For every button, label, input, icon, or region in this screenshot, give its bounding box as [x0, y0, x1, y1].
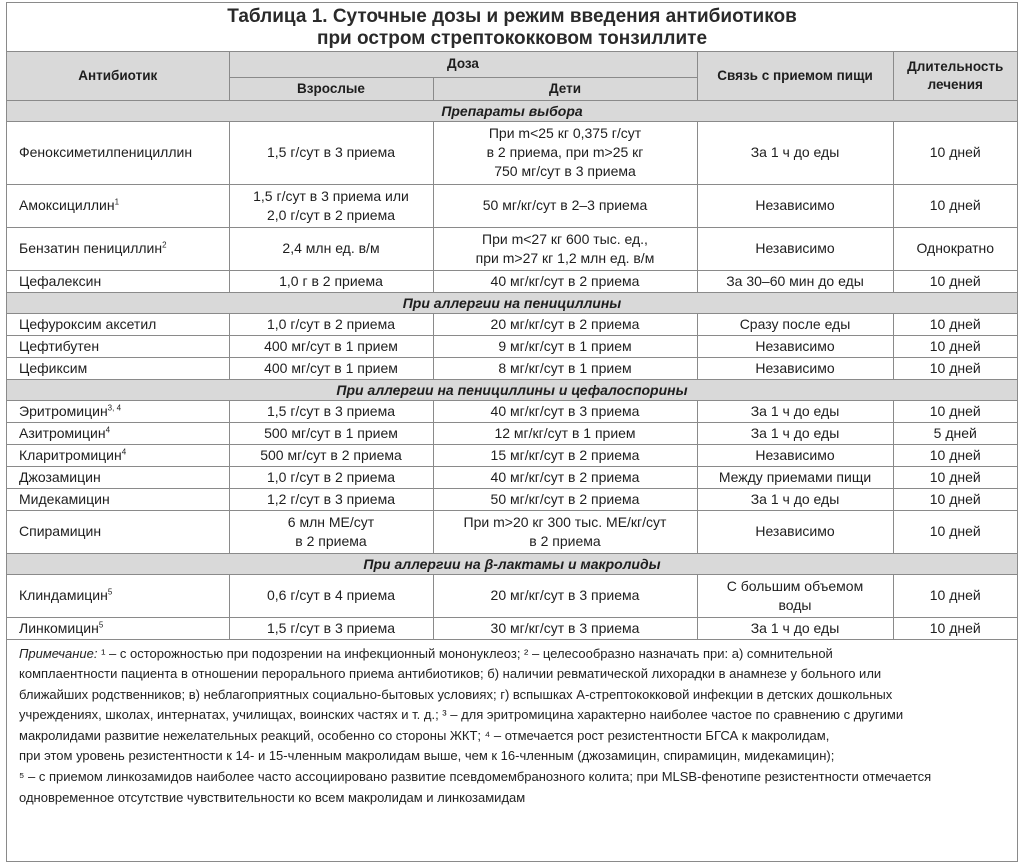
- duration-cell: 10 дней: [893, 510, 1017, 553]
- child-dose-cell: [433, 444, 697, 466]
- drug-name-cell: [7, 270, 229, 292]
- adult-dose-line: в 2 приема: [295, 532, 367, 549]
- adult-dose-cell: [229, 422, 433, 444]
- footnote-text: ¹ – с осторожностью при подозрении на инфекционный мононуклеоз; ² – целесообразно назначать при: а) сомнительной: [97, 645, 833, 661]
- adult-dose-cell: [229, 574, 433, 617]
- food-relation-line: Независимо: [755, 197, 835, 213]
- adult-dose-cell: [229, 313, 433, 335]
- drug-name: Цефалексин: [19, 272, 102, 289]
- food-relation-cell: [697, 510, 893, 553]
- header-dose: Доза: [229, 52, 697, 77]
- food-relation-line: воды: [778, 596, 812, 613]
- drug-footnote-ref: 4: [121, 446, 127, 456]
- food-relation-line: С большим объемом: [726, 577, 864, 594]
- table-row: [7, 510, 1017, 553]
- adult-dose-line: 0,6 г/сут в 4 приема: [266, 587, 396, 603]
- adult-dose-cell: [229, 444, 433, 466]
- drug-name-cell: [7, 357, 229, 379]
- child-dose-line: 20 мг/кг/сут в 2 приема: [490, 315, 640, 332]
- adult-dose-line: 1,5 г/сут в 3 приема: [266, 402, 396, 419]
- food-relation-line: За 1 ч до еды: [750, 490, 840, 507]
- child-dose-line: при m>27 кг 1,2 млн ед. в/м: [475, 249, 655, 266]
- child-dose-line: При m<27 кг 600 тыс. ед.,: [482, 230, 648, 247]
- section-title: Препараты выбора: [7, 100, 1017, 121]
- adult-dose-line: 2,0 г/сут в 2 приема: [266, 206, 396, 223]
- adult-dose-cell: [229, 617, 433, 639]
- child-dose-cell: [433, 574, 697, 617]
- adult-dose-cell: [229, 184, 433, 227]
- food-relation-line: За 30–60 мин до еды: [726, 272, 864, 289]
- drug-name: Азитромицин: [19, 424, 106, 441]
- section-title: При аллергии на пенициллины: [7, 292, 1017, 313]
- food-relation-cell: [697, 121, 893, 184]
- drug-name: Цефиксим: [19, 359, 88, 376]
- section-row: [7, 553, 1017, 574]
- header-duration-line-2: лечения: [927, 76, 983, 92]
- child-dose-cell: [433, 227, 697, 270]
- food-relation-line: Независимо: [755, 446, 835, 463]
- child-dose-line: 30 мг/кг/сут в 3 приема: [490, 619, 640, 636]
- child-dose-line: 20 мг/кг/сут в 3 приема: [490, 587, 640, 603]
- drug-footnote-ref: 1: [114, 197, 120, 207]
- footnote-text: ⁵ – с приемом линкозамидов наиболее часто ассоциировано развитие псевдомембранозного колита; при MLSB-фенотипе резистентности отмечается: [19, 769, 932, 785]
- table-row: [7, 227, 1017, 270]
- food-relation-line: Независимо: [755, 359, 835, 376]
- drug-name-cell: [7, 574, 229, 617]
- drug-name-cell: [7, 335, 229, 357]
- drug-name: Эритромицин: [19, 402, 108, 419]
- drug-footnote-ref: 5: [107, 587, 113, 597]
- table-row: [7, 121, 1017, 184]
- child-dose-line: При m<25 кг 0,375 г/сут: [488, 125, 642, 141]
- drug-name-cell: [7, 227, 229, 270]
- drug-name-cell: [7, 121, 229, 184]
- header-children: Дети: [433, 77, 697, 100]
- food-relation-line: Сразу после еды: [739, 315, 851, 332]
- adult-dose-cell: [229, 270, 433, 292]
- adult-dose-line: 2,4 млн ед. в/м: [282, 240, 380, 256]
- drug-name: Мидекамицин: [19, 490, 110, 507]
- food-relation-line: За 1 ч до еды: [750, 619, 840, 636]
- table-row: [7, 357, 1017, 379]
- drug-name: Клиндамицин: [19, 587, 108, 603]
- child-dose-line: в 2 приема: [529, 532, 601, 549]
- section-row: [7, 100, 1017, 121]
- child-dose-line: 15 мг/кг/сут в 2 приема: [490, 446, 640, 463]
- drug-name: Цефтибутен: [19, 337, 100, 354]
- adult-dose-line: 500 мг/сут в 2 приема: [260, 446, 402, 463]
- child-dose-cell: [433, 422, 697, 444]
- child-dose-cell: [433, 466, 697, 488]
- section-row: [7, 292, 1017, 313]
- child-dose-line: 40 мг/кг/сут в 2 приема: [490, 272, 640, 289]
- duration-cell: Однократно: [893, 227, 1017, 270]
- food-relation-cell: [697, 444, 893, 466]
- footnote-line: [19, 644, 1017, 665]
- food-relation-cell: [697, 335, 893, 357]
- child-dose-line: 750 мг/сут в 3 приема: [494, 163, 636, 179]
- child-dose-cell: [433, 617, 697, 639]
- drug-name: Амоксициллин: [19, 197, 115, 213]
- food-relation-cell: [697, 227, 893, 270]
- drug-name-cell: [7, 617, 229, 639]
- table-row: [7, 488, 1017, 510]
- footnote-line: [19, 664, 1017, 685]
- drug-name-cell: [7, 488, 229, 510]
- section-title: При аллергии на пенициллины и цефалоспорины: [7, 379, 1017, 400]
- child-dose-cell: [433, 510, 697, 553]
- child-dose-cell: [433, 357, 697, 379]
- section-row: [7, 379, 1017, 400]
- child-dose-cell: [433, 400, 697, 422]
- food-relation-cell: [697, 400, 893, 422]
- drug-name-cell: [7, 510, 229, 553]
- footnote-text: ближайших родственников; в) неблагоприятных социально-бытовых условиях; г) вспышках А-стрептококковой инфекции в детских дошкольных: [19, 686, 893, 702]
- adult-dose-cell: [229, 357, 433, 379]
- child-dose-cell: [433, 488, 697, 510]
- table-row: [7, 313, 1017, 335]
- food-relation-cell: [697, 466, 893, 488]
- adult-dose-line: 1,0 г в 2 приема: [279, 272, 383, 289]
- child-dose-cell: [433, 313, 697, 335]
- food-relation-cell: [697, 422, 893, 444]
- drug-name-cell: [7, 313, 229, 335]
- food-relation-line: Независимо: [755, 240, 835, 256]
- adult-dose-line: 1,5 г/сут в 3 приема: [266, 144, 396, 160]
- footnote-line: [19, 685, 1017, 706]
- adult-dose-line: 1,2 г/сут в 3 приема: [266, 490, 396, 507]
- footnote-text: одновременное отсутствие чувствительности ко всем макролидам и линкозамидам: [19, 789, 526, 805]
- table-row: [7, 574, 1017, 617]
- duration-cell: 10 дней: [893, 574, 1017, 617]
- adult-dose-line: 1,0 г/сут в 2 приема: [266, 468, 396, 485]
- drug-name-cell: [7, 466, 229, 488]
- child-dose-line: 40 мг/кг/сут в 3 приема: [490, 402, 640, 419]
- duration-cell: 10 дней: [893, 270, 1017, 292]
- duration-cell: 10 дней: [893, 121, 1017, 184]
- header-duration-line-1: Длительность: [907, 58, 1004, 74]
- food-relation-line: За 1 ч до еды: [750, 144, 840, 160]
- footnote-line: [19, 705, 1017, 726]
- child-dose-cell: [433, 335, 697, 357]
- food-relation-cell: [697, 313, 893, 335]
- adult-dose-cell: [229, 488, 433, 510]
- title-line-2: при остром стрептококковом тонзиллите: [316, 28, 708, 49]
- food-relation-cell: [697, 488, 893, 510]
- adult-dose-line: 1,5 г/сут в 3 приема или: [253, 187, 409, 204]
- footnote-line: [19, 746, 1017, 767]
- child-dose-line: 40 мг/кг/сут в 2 приема: [490, 468, 640, 485]
- duration-cell: 10 дней: [893, 466, 1017, 488]
- drug-name: Спирамицин: [19, 523, 102, 539]
- adult-dose-cell: [229, 400, 433, 422]
- adult-dose-cell: [229, 121, 433, 184]
- child-dose-line: в 2 приема, при m>25 кг: [486, 144, 644, 160]
- title-line-1: Таблица 1. Суточные дозы и режим введения антибиотиков: [227, 6, 797, 27]
- table-body: [7, 100, 1017, 639]
- child-dose-cell: [433, 121, 697, 184]
- drug-name: Бензатин пенициллин: [19, 240, 163, 256]
- drug-name-cell: [7, 444, 229, 466]
- drug-name-cell: [7, 400, 229, 422]
- drug-name: Линкомицин: [19, 619, 99, 636]
- table-row: [7, 466, 1017, 488]
- food-relation-cell: [697, 574, 893, 617]
- food-relation-line: Независимо: [755, 337, 835, 354]
- adult-dose-cell: [229, 510, 433, 553]
- food-relation-cell: [697, 270, 893, 292]
- drug-name-cell: [7, 184, 229, 227]
- table-row: [7, 270, 1017, 292]
- table-row: [7, 617, 1017, 639]
- drug-footnote-ref: 5: [98, 619, 104, 629]
- duration-cell: 10 дней: [893, 335, 1017, 357]
- table-title: [7, 3, 1017, 52]
- food-relation-cell: [697, 357, 893, 379]
- footnote-text: комплаентности пациента в отношении перорального приема антибиотиков; б) наличии ревматической лихорадки в анамнезе у больного или: [19, 666, 882, 682]
- child-dose-line: 12 мг/кг/сут в 1 прием: [494, 424, 636, 441]
- child-dose-line: 9 мг/кг/сут в 1 прием: [498, 337, 632, 354]
- footnote-text: учреждениях, школах, интернатах, училищах, воинских частях и т. д.; ³ – для эритромицина характерно наиболее частое по сравнению с другими: [19, 707, 904, 723]
- child-dose-cell: [433, 184, 697, 227]
- drug-footnote-ref: 4: [105, 424, 111, 434]
- drug-footnote-ref: 3, 4: [107, 402, 122, 412]
- duration-cell: 10 дней: [893, 488, 1017, 510]
- child-dose-line: 8 мг/кг/сут в 1 прием: [498, 359, 632, 376]
- food-relation-line: Между приемами пищи: [718, 468, 872, 485]
- drug-name-cell: [7, 422, 229, 444]
- duration-cell: 10 дней: [893, 313, 1017, 335]
- adult-dose-cell: [229, 466, 433, 488]
- header-duration: [893, 52, 1017, 100]
- table-row: [7, 184, 1017, 227]
- adult-dose-line: 400 мг/сут в 1 прием: [264, 359, 398, 376]
- section-title: При аллергии на β-лактамы и макролиды: [7, 553, 1017, 574]
- food-relation-line: За 1 ч до еды: [750, 402, 840, 419]
- header-antibiotic: Антибиотик: [7, 52, 229, 100]
- footnote-line: [19, 788, 1017, 809]
- footnote-line: [19, 726, 1017, 747]
- adult-dose-line: 6 млн МЕ/сут: [287, 513, 375, 530]
- table-row: [7, 400, 1017, 422]
- food-relation-line: За 1 ч до еды: [750, 424, 840, 441]
- drug-name: Феноксиметилпенициллин: [19, 144, 193, 160]
- food-relation-cell: [697, 184, 893, 227]
- drug-name: Кларитромицин: [19, 446, 122, 463]
- child-dose-line: 50 мг/кг/сут в 2 приема: [490, 490, 640, 507]
- header-food: Связь с приемом пищи: [697, 52, 893, 100]
- header-adults: Взрослые: [229, 77, 433, 100]
- adult-dose-line: 400 мг/сут в 1 прием: [264, 337, 398, 354]
- footnote-text: макролидами развитие нежелательных реакций, особенно со стороны ЖКТ; ⁴ – отмечается рост резистентности БГСА к макролидам,: [19, 727, 830, 743]
- duration-cell: 10 дней: [893, 357, 1017, 379]
- footnote-label: Примечание:: [19, 645, 98, 661]
- food-relation-line: Независимо: [755, 523, 835, 539]
- adult-dose-line: 1,5 г/сут в 3 приема: [266, 619, 396, 636]
- food-relation-cell: [697, 617, 893, 639]
- duration-cell: 10 дней: [893, 184, 1017, 227]
- drug-footnote-ref: 2: [162, 240, 167, 250]
- child-dose-cell: [433, 270, 697, 292]
- table-row: [7, 444, 1017, 466]
- footnotes: [7, 640, 1017, 809]
- adult-dose-cell: [229, 227, 433, 270]
- antibiotic-dose-table: [7, 52, 1017, 640]
- adult-dose-cell: [229, 335, 433, 357]
- adult-dose-line: 1,0 г/сут в 2 приема: [266, 315, 396, 332]
- duration-cell: 5 дней: [893, 422, 1017, 444]
- footnote-text: при этом уровень резистентности к 14- и 15-членным макролидам выше, чем к 16-членным (джозамицин, спирамицин, мидекамицин);: [19, 748, 835, 764]
- drug-name: Цефуроксим аксетил: [19, 315, 157, 332]
- duration-cell: 10 дней: [893, 400, 1017, 422]
- table-frame: [6, 2, 1018, 862]
- child-dose-line: При m>20 кг 300 тыс. МЕ/кг/сут: [463, 513, 667, 530]
- adult-dose-line: 500 мг/сут в 1 прием: [264, 424, 398, 441]
- child-dose-line: 50 мг/кг/сут в 2–3 приема: [482, 197, 648, 213]
- duration-cell: 10 дней: [893, 617, 1017, 639]
- table-row: [7, 422, 1017, 444]
- drug-name: Джозамицин: [19, 468, 101, 485]
- duration-cell: 10 дней: [893, 444, 1017, 466]
- table-row: [7, 335, 1017, 357]
- footnote-line: [19, 767, 1017, 788]
